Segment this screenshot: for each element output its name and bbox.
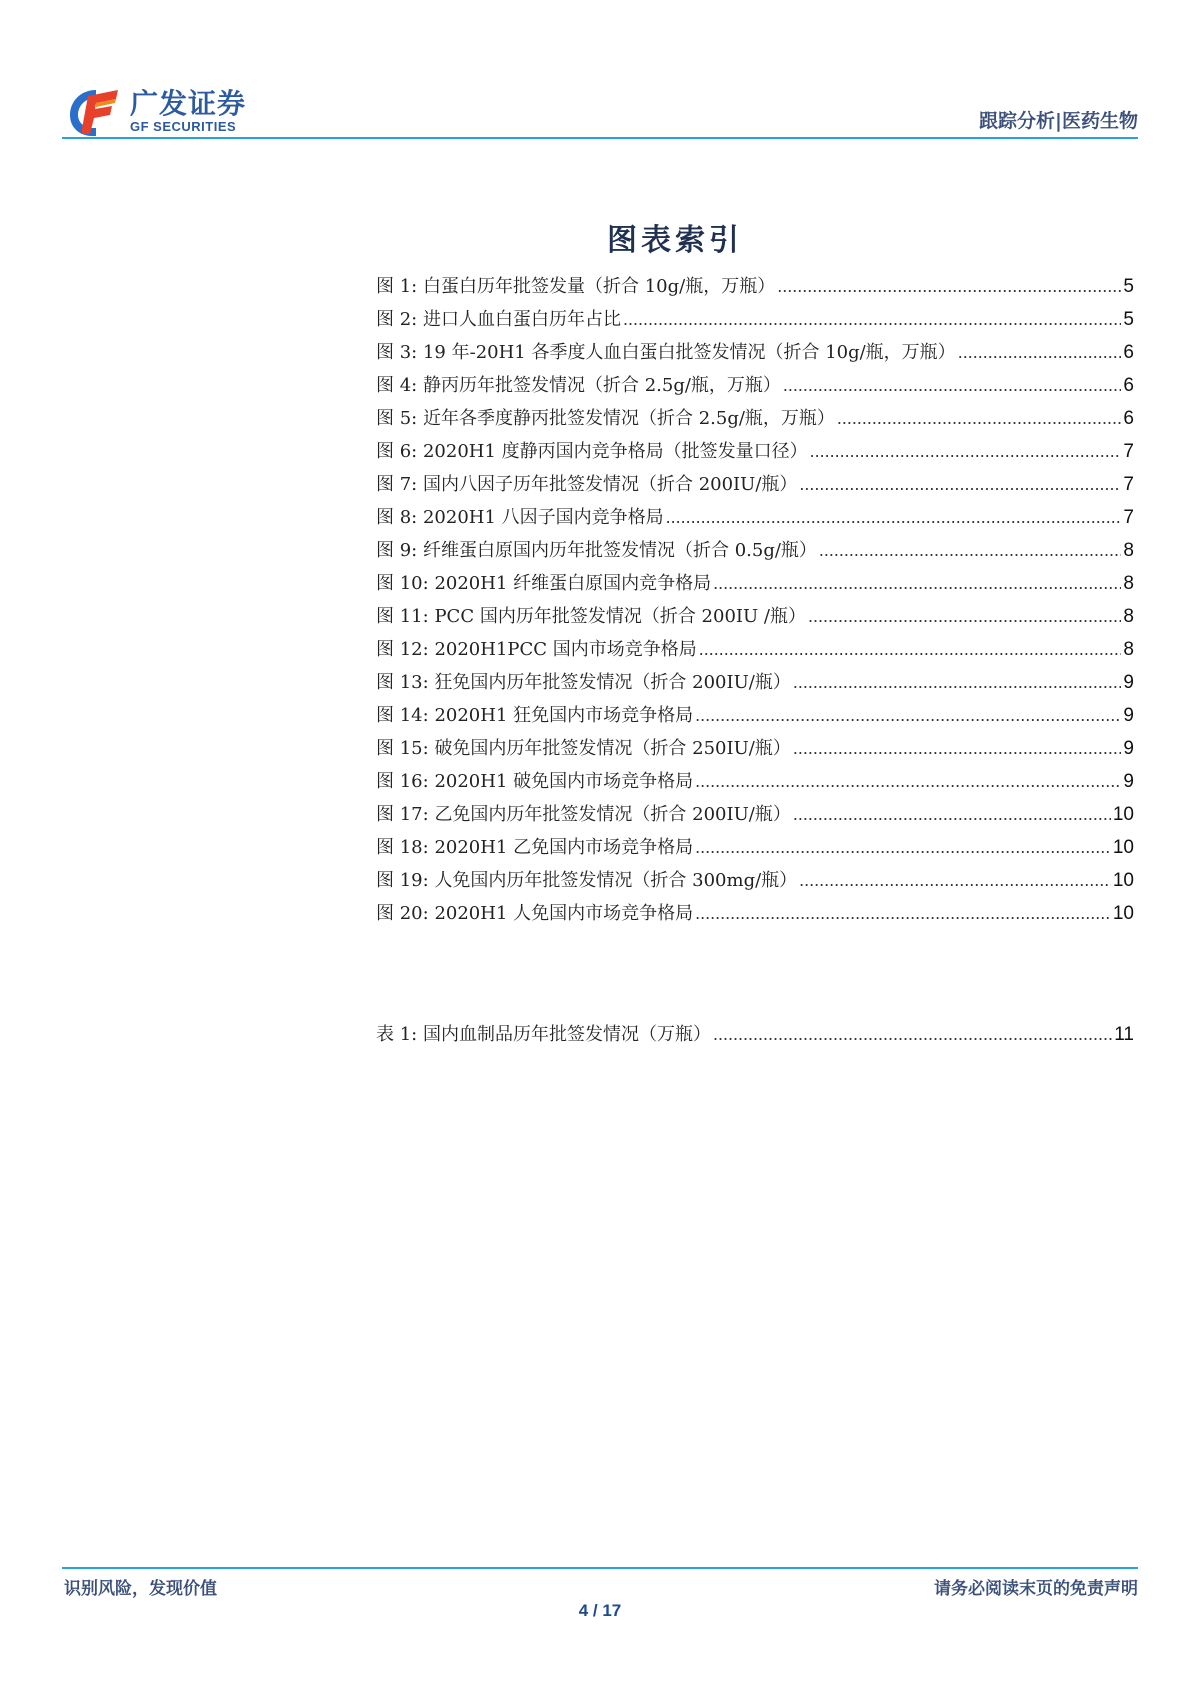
footer-disclaimer-note: 请务必阅读末页的免责声明 (934, 1579, 1138, 1599)
toc-dot-leader (623, 309, 1121, 330)
toc-entry-page: 6 (1123, 375, 1134, 396)
toc-entry[interactable] (376, 536, 1134, 569)
toc-entry-label: 图 20: 2020H1 人免国内市场竞争格局 (376, 903, 694, 924)
toc-entry[interactable] (376, 338, 1134, 371)
toc-dot-leader (695, 903, 1111, 924)
table-index-list (376, 1020, 1134, 1053)
toc-entry-page: 9 (1123, 705, 1134, 726)
toc-entry-label: 图 4: 静丙历年批签发情况（折合 2.5g/瓶，万瓶） (376, 375, 781, 396)
toc-dot-leader (695, 837, 1111, 858)
toc-entry[interactable] (376, 800, 1134, 833)
toc-entry-label: 图 19: 人免国内历年批签发情况（折合 300mg/瓶） (376, 870, 798, 891)
toc-entry-label: 图 16: 2020H1 破免国内市场竞争格局 (376, 771, 694, 792)
toc-entry-label: 图 10: 2020H1 纤维蛋白原国内竞争格局 (376, 573, 712, 594)
toc-entry-page: 9 (1123, 738, 1134, 759)
toc-entry-page: 8 (1123, 606, 1134, 627)
toc-dot-leader (837, 408, 1122, 429)
toc-entry-label: 图 11: PCC 国内历年批签发情况（折合 200IU /瓶） (376, 606, 806, 627)
toc-entry[interactable] (376, 569, 1134, 602)
figure-index-list (376, 272, 1134, 932)
gf-securities-logo (66, 84, 246, 140)
toc-entry[interactable] (376, 833, 1134, 866)
toc-entry-page: 9 (1123, 672, 1134, 693)
toc-dot-leader (713, 1024, 1112, 1045)
toc-dot-leader (793, 804, 1111, 825)
toc-entry[interactable] (376, 503, 1134, 536)
toc-entry-label: 图 3: 19 年-20H1 各季度人血白蛋白批签发情况（折合 10g/瓶，万瓶） (376, 342, 956, 363)
toc-dot-leader (777, 276, 1121, 297)
page-header (0, 0, 1200, 145)
toc-entry-page: 11 (1114, 1024, 1134, 1045)
toc-entry[interactable] (376, 668, 1134, 701)
toc-entry-label: 表 1: 国内血制品历年批签发情况（万瓶） (376, 1024, 711, 1045)
toc-entry-page: 5 (1123, 276, 1134, 297)
toc-dot-leader (695, 705, 1121, 726)
toc-entry-label: 图 17: 乙免国内历年批签发情况（折合 200IU/瓶） (376, 804, 791, 825)
toc-entry[interactable] (376, 371, 1134, 404)
toc-entry-label: 图 1: 白蛋白历年批签发量（折合 10g/瓶，万瓶） (376, 276, 776, 297)
toc-entry-page: 7 (1123, 507, 1134, 528)
toc-entry-page: 8 (1123, 573, 1134, 594)
toc-entry[interactable] (376, 701, 1134, 734)
toc-entry[interactable] (376, 899, 1134, 932)
toc-entry-label: 图 13: 狂免国内历年批签发情况（折合 200IU/瓶） (376, 672, 791, 693)
toc-entry-label: 图 9: 纤维蛋白原国内历年批签发情况（折合 0.5g/瓶） (376, 540, 817, 561)
toc-dot-leader (793, 738, 1122, 759)
toc-dot-leader (808, 606, 1121, 627)
toc-entry-page: 10 (1112, 870, 1134, 891)
toc-dot-leader (799, 870, 1111, 891)
toc-entry[interactable] (376, 470, 1134, 503)
toc-entry-page: 9 (1123, 771, 1134, 792)
header-divider (62, 137, 1138, 139)
toc-dot-leader (783, 375, 1122, 396)
toc-dot-leader (810, 441, 1122, 462)
toc-entry[interactable] (376, 272, 1134, 305)
toc-entry-page: 10 (1112, 804, 1134, 825)
logo-english-name: GF SECURITIES (130, 119, 237, 134)
toc-entry-page: 5 (1123, 309, 1134, 330)
toc-entry-label: 图 18: 2020H1 乙免国内市场竞争格局 (376, 837, 694, 858)
toc-entry-page: 10 (1112, 837, 1134, 858)
toc-entry[interactable] (376, 602, 1134, 635)
page-title: 图表索引 (607, 223, 743, 258)
toc-entry-label: 图 5: 近年各季度静丙批签发情况（折合 2.5g/瓶，万瓶） (376, 408, 835, 429)
toc-dot-leader (799, 474, 1121, 495)
toc-entry[interactable] (376, 635, 1134, 668)
toc-dot-leader (699, 639, 1122, 660)
toc-dot-leader (713, 573, 1121, 594)
toc-entry-label: 图 2: 进口人血白蛋白历年占比 (376, 309, 621, 330)
toc-entry[interactable] (376, 866, 1134, 899)
footer-divider (62, 1567, 1138, 1569)
toc-entry[interactable] (376, 767, 1134, 800)
toc-dot-leader (958, 342, 1122, 363)
toc-entry-page: 6 (1123, 342, 1134, 363)
logo-chinese-name: 广发证券 (130, 87, 247, 120)
toc-entry-label: 图 7: 国内八因子历年批签发情况（折合 200IU/瓶） (376, 474, 798, 495)
page-number: 4 / 17 (578, 1601, 622, 1620)
toc-entry-label: 图 6: 2020H1 度静丙国内竞争格局（批签发量口径） (376, 441, 808, 462)
toc-entry-page: 7 (1123, 441, 1134, 462)
footer-slogan: 识别风险，发现价值 (64, 1579, 217, 1599)
toc-entry-page: 10 (1112, 903, 1134, 924)
toc-entry[interactable] (376, 1020, 1134, 1053)
toc-entry-page: 8 (1123, 540, 1134, 561)
report-section-label: 跟踪分析|医药生物 (979, 110, 1138, 132)
toc-dot-leader (819, 540, 1122, 561)
toc-dot-leader (695, 771, 1121, 792)
toc-entry-page: 8 (1123, 639, 1134, 660)
toc-entry[interactable] (376, 305, 1134, 338)
gf-logo-icon (66, 84, 122, 140)
toc-entry[interactable] (376, 734, 1134, 767)
toc-entry[interactable] (376, 404, 1134, 437)
toc-dot-leader (666, 507, 1122, 528)
toc-dot-leader (793, 672, 1122, 693)
toc-entry-label: 图 15: 破免国内历年批签发情况（折合 250IU/瓶） (376, 738, 791, 759)
toc-entry-label: 图 8: 2020H1 八因子国内竞争格局 (376, 507, 664, 528)
toc-entry-label: 图 14: 2020H1 狂免国内市场竞争格局 (376, 705, 694, 726)
toc-entry[interactable] (376, 437, 1134, 470)
toc-entry-page: 6 (1123, 408, 1134, 429)
toc-entry-label: 图 12: 2020H1PCC 国内市场竞争格局 (376, 639, 697, 660)
toc-entry-page: 7 (1123, 474, 1134, 495)
